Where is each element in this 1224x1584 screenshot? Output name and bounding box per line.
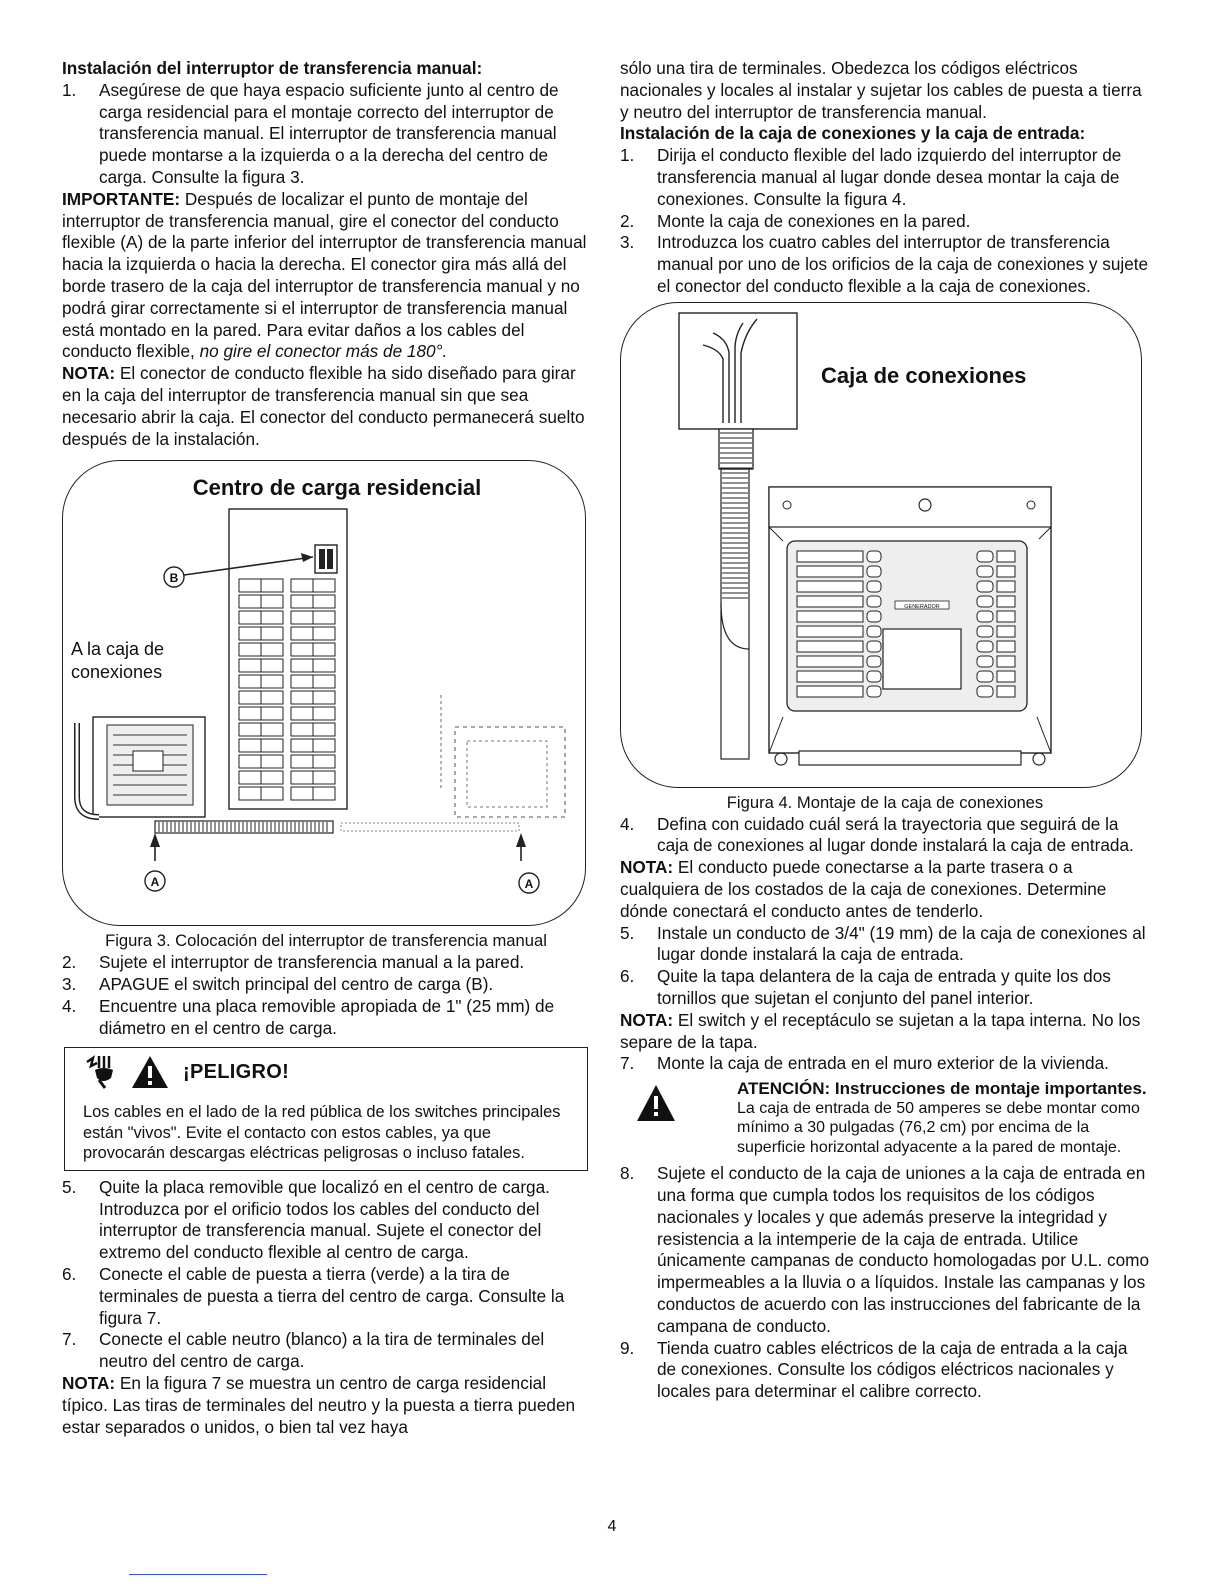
page-number: 4 bbox=[607, 1518, 617, 1535]
step-number: 3. bbox=[620, 232, 635, 253]
figure-4-caption: Figura 4. Montaje de la caja de conexiones bbox=[726, 792, 1044, 812]
note-paragraph bbox=[620, 1010, 1150, 1054]
list-item bbox=[62, 80, 590, 189]
list-item bbox=[62, 952, 590, 974]
step-number: 7. bbox=[620, 1053, 635, 1074]
note-paragraph bbox=[62, 1373, 590, 1438]
step-number: 8. bbox=[620, 1163, 635, 1184]
danger-header bbox=[83, 1054, 577, 1090]
warning-triangle-icon bbox=[131, 1054, 169, 1090]
step-number: 1. bbox=[620, 145, 635, 166]
step-text: Quite la tapa delantera de la caja de entrada y quite los dos tornillos que sujetan el conjunto del panel interior. bbox=[657, 966, 1111, 1008]
list-item bbox=[620, 923, 1150, 967]
list-item bbox=[62, 974, 590, 996]
shock-hazard-icon bbox=[83, 1054, 117, 1090]
step-number: 5. bbox=[62, 1176, 77, 1197]
step-list bbox=[620, 923, 1150, 1010]
step-text: Monte la caja de conexiones en la pared. bbox=[657, 210, 971, 231]
label-b: B bbox=[169, 571, 179, 586]
figure-3-caption: Figura 3. Colocación del interruptor de transferencia manual bbox=[105, 931, 547, 951]
step-list bbox=[620, 1053, 1150, 1075]
step-list bbox=[62, 1177, 590, 1373]
list-item bbox=[620, 145, 1150, 210]
left-column bbox=[62, 58, 590, 1438]
step-list bbox=[62, 952, 590, 1039]
step-number: 6. bbox=[620, 966, 635, 987]
step-number: 6. bbox=[62, 1264, 77, 1285]
step-text: Dirija el conducto flexible del lado izquierdo del interruptor de transferencia manual al lugar donde desea montar la caja de conexiones. Consulte la figura 4. bbox=[657, 145, 1122, 209]
step-number: 5. bbox=[620, 922, 635, 943]
step-number: 3. bbox=[62, 973, 77, 994]
attention-title: ATENCIÓN: Instrucciones de montaje importantes. bbox=[737, 1079, 1147, 1099]
step-text: Encuentre una placa removible apropiada de 1" (25 mm) de diámetro en el centro de carga. bbox=[99, 995, 555, 1038]
step-text: Introduzca los cuatro cables del interruptor de transferencia manual por uno de los orificios de la caja de conexiones y sujete el conector del conducto flexible a la caja de conexiones. bbox=[657, 232, 1149, 296]
danger-title: ¡PELIGRO! bbox=[183, 1061, 290, 1084]
list-item bbox=[620, 1053, 1150, 1075]
step-text: Defina con cuidado cuál será la trayectoria que seguirá de la caja de conexiones al lugar donde instalará la caja de entrada. bbox=[657, 813, 1134, 856]
step-text: APAGUE el switch principal del centro de carga (B). bbox=[99, 973, 494, 994]
figure-3-drawing bbox=[63, 461, 585, 925]
step-number: 1. bbox=[62, 79, 77, 100]
step-number: 2. bbox=[62, 952, 77, 973]
step-text: Instale un conducto de 3/4" (19 mm) de la caja de conexiones al lugar donde instalará la caja de entrada. bbox=[657, 922, 1146, 965]
step-text: Conecte el cable neutro (blanco) a la tira de terminales del neutro del centro de carga. bbox=[99, 1329, 545, 1372]
attention-block bbox=[620, 1079, 1150, 1157]
danger-box bbox=[64, 1047, 588, 1171]
step-text: Sujete el conducto de la caja de uniones a la caja de entrada en una forma que cumpla todos los requisitos de los códigos nacionales y locales y que además preserve la integridad y resistencia a la intemperie de la caja de entrada. Utilice únicamente campanas de conducto homologadas por U.L. como impermeables a la lluvia o a líquidos. Instale las campanas y los conductos de acuerdo con las instrucciones del fabricante de la campana de conducto. bbox=[657, 1163, 1150, 1336]
footer-divider bbox=[129, 1574, 267, 1575]
note-text: El switch y el receptáculo se sujetan a la tapa interna. No los separe de la tapa. bbox=[620, 1009, 1141, 1052]
attention-text: La caja de entrada de 50 amperes se debe montar como mínimo a 30 pulgadas (76,2 cm) por encima de la superficie horizontal adyacente a la pared de montaje. bbox=[737, 1099, 1140, 1156]
list-item bbox=[620, 1163, 1150, 1337]
important-text: Después de localizar el punto de montaje del interruptor de transferencia manual, gire el conector del conducto flexible (A) de la parte inferior del interruptor de transferencia manual hacia la izquierda o hacia la derecha. El conector gira más allá del borde trasero de la caja del interruptor de transferencia manual y no podrá girar correctamente si el interruptor de transferencia manual está montado en la pared. Para evitar daños a los cables del conducto flexible, bbox=[62, 188, 587, 362]
list-item bbox=[620, 1338, 1150, 1403]
list-item bbox=[62, 1177, 590, 1264]
note-label: NOTA: bbox=[620, 857, 674, 878]
side-label-line-1: A la caja de bbox=[71, 639, 165, 660]
step-list bbox=[620, 1163, 1150, 1403]
step-text: Quite la placa removible que localizó en el centro de carga. Introduzca por el orificio todos los cables del conducto del interruptor de transferencia manual. Sujete el conector del extremo del conducto flexible al centro de carga. bbox=[99, 1176, 550, 1263]
danger-text: Los cables en el lado de la red pública de los switches principales están "vivos". Evite el contacto con estos cables, ya que provocarán descargas eléctricas peligrosas o incluso fatales. bbox=[83, 1103, 561, 1163]
list-item bbox=[62, 1264, 590, 1329]
note-text: El conector de conducto flexible ha sido diseñado para girar en la caja del interruptor de transferencia manual sin que sea necesario abrir la caja. El conector del conducto permanecerá suelto después de la instalación. bbox=[62, 363, 585, 449]
note-label: NOTA: bbox=[620, 1009, 674, 1030]
step-number: 4. bbox=[620, 813, 635, 834]
step-text: Conecte el cable de puesta a tierra (verde) a la tira de terminales de puesta a tierra del centro de carga. Consulte la figura 7. bbox=[99, 1264, 565, 1328]
note-text: El conducto puede conectarse a la parte trasera o a cualquiera de los costados de la caja de conexiones. Determine dónde conectará el conducto antes de tenderlo. bbox=[620, 857, 1107, 921]
note-paragraph bbox=[62, 363, 590, 450]
continued-paragraph: sólo una tira de terminales. Obedezca los códigos eléctricos nacionales y locales al instalar y sujetar los cables de puesta a tierra y neutro del interruptor de transferencia manual. bbox=[620, 58, 1142, 122]
list-item bbox=[620, 814, 1150, 858]
list-item bbox=[62, 996, 590, 1040]
step-list bbox=[62, 80, 590, 189]
warning-triangle-icon bbox=[636, 1083, 676, 1123]
list-item bbox=[62, 1329, 590, 1373]
section-heading-transfer-switch: Instalación del interruptor de transferencia manual: bbox=[62, 58, 483, 78]
note-label: NOTA: bbox=[62, 1373, 116, 1393]
step-text: Sujete el interruptor de transferencia manual a la pared. bbox=[99, 952, 525, 973]
figure-4 bbox=[620, 302, 1142, 788]
step-text: Tienda cuatro cables eléctricos de la caja de entrada a la caja de conexiones. Consulte los códigos eléctricos nacionales y locales para determinar el calibre correcto. bbox=[657, 1337, 1128, 1402]
step-list bbox=[620, 145, 1150, 298]
note-text: En la figura 7 se muestra un centro de carga residencial típico. Las tiras de terminales del neutro y la puesta a tierra pueden estar separados o unidos, o bien tal vez haya bbox=[62, 1373, 576, 1437]
step-number: 2. bbox=[620, 210, 635, 231]
step-text: Monte la caja de entrada en el muro exterior de la vivienda. bbox=[657, 1053, 1109, 1074]
important-italic: no gire el conector más de 180°. bbox=[199, 341, 448, 362]
list-item bbox=[620, 966, 1150, 1010]
label-a-left: A bbox=[150, 875, 160, 890]
figure-3-title: Centro de carga residencial bbox=[192, 475, 482, 501]
step-number: 4. bbox=[62, 995, 77, 1016]
note-label: NOTA: bbox=[62, 363, 116, 384]
figure-4-drawing bbox=[621, 303, 1141, 787]
note-paragraph bbox=[620, 857, 1150, 922]
figure-4-title: Caja de conexiones bbox=[821, 362, 1027, 388]
label-a-right: A bbox=[524, 877, 534, 892]
step-text: Asegúrese de que haya espacio suficiente junto al centro de carga residencial para el montaje correcto del interruptor de transferencia manual. El interruptor de transferencia manual puede montarse a la izquierda o a la derecha del centro de carga. Consulte la figura 3. bbox=[99, 79, 559, 187]
list-item bbox=[620, 211, 1150, 233]
important-paragraph bbox=[62, 189, 590, 363]
generator-label: GENERADOR bbox=[904, 603, 940, 610]
right-column bbox=[620, 58, 1150, 1403]
figure-3 bbox=[62, 460, 586, 926]
list-item bbox=[620, 232, 1150, 297]
important-label: IMPORTANTE: bbox=[62, 188, 181, 209]
side-label-line-2: conexiones bbox=[71, 662, 163, 683]
step-number: 7. bbox=[62, 1329, 77, 1350]
section-heading-junction-box: Instalación de la caja de conexiones y la caja de entrada: bbox=[620, 123, 1086, 144]
step-number: 9. bbox=[620, 1337, 635, 1358]
step-list bbox=[620, 814, 1150, 858]
